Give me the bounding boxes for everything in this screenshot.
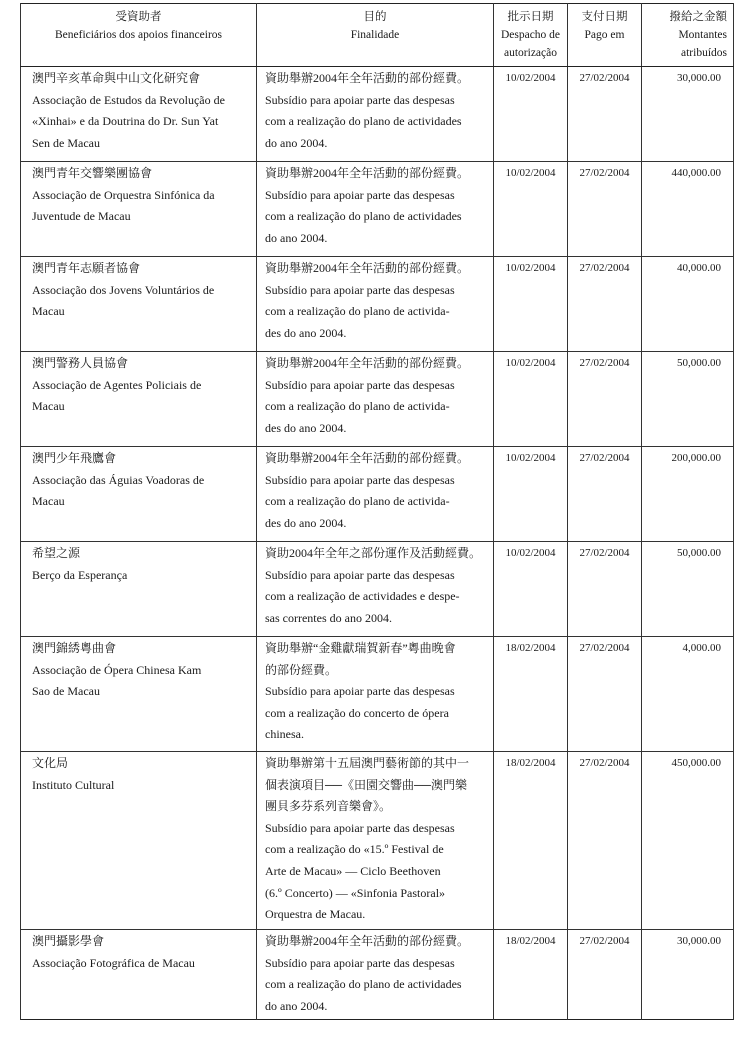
purpose-cell (257, 67, 494, 162)
authorization-date-cell: 18/02/2004 (494, 637, 568, 752)
payment-date-cell: 27/02/2004 (568, 162, 642, 257)
payment-date-cell: 27/02/2004 (568, 352, 642, 447)
beneficiary-line: 澳門青年志願者協會 (32, 261, 141, 275)
beneficiary-line: Macau (32, 399, 65, 414)
purpose-line: 資助2004年全年之部份運作及活動經費。 (265, 546, 482, 560)
header-authorization-date (494, 4, 568, 67)
purpose-line: Subsídio para apoiar parte das despesas (265, 377, 455, 392)
beneficiary-cell (21, 67, 257, 162)
beneficiary-line: Associação das Águias Voadoras de (32, 472, 205, 487)
purpose-cell (257, 930, 494, 1020)
purpose-line: Orquestra de Macau. (265, 907, 366, 922)
authorization-date-cell: 10/02/2004 (494, 67, 568, 162)
beneficiary-line: «Xinhai» e da Doutrina do Dr. Sun Yat (32, 114, 219, 129)
header-purpose (257, 4, 494, 67)
amount-cell: 4,000.00 (642, 637, 734, 752)
header-beneficiary-zh: 受資助者 (115, 11, 162, 23)
beneficiary-line: Sao de Macau (32, 684, 100, 699)
purpose-line: Subsídio para apoiar parte das despesas (265, 820, 455, 835)
beneficiary-line: Macau (32, 494, 65, 509)
table-row (21, 162, 734, 257)
header-authorization-pt-2: autorização (504, 47, 557, 59)
beneficiary-line: Associação Fotográfica de Macau (32, 955, 195, 970)
beneficiary-line: Instituto Cultural (32, 777, 115, 792)
authorization-date-cell: 10/02/2004 (494, 352, 568, 447)
purpose-cell (257, 637, 494, 752)
amount-cell: 50,000.00 (642, 352, 734, 447)
purpose-line: do ano 2004. (265, 230, 328, 245)
amount-cell: 30,000.00 (642, 930, 734, 1020)
beneficiary-line: 澳門錦綉粵曲會 (32, 641, 117, 655)
purpose-line: 資助舉辦“金雞獻瑞賀新春”粵曲晚會 (265, 641, 456, 655)
purpose-line: Subsídio para apoiar parte das despesas (265, 567, 455, 582)
header-row (21, 4, 734, 67)
beneficiary-line: Berço da Esperança (32, 567, 128, 582)
header-payment-zh: 支付日期 (581, 11, 628, 23)
payment-date-cell: 27/02/2004 (568, 542, 642, 637)
table-row (21, 930, 734, 1020)
purpose-line: com a realização de actividades e despe- (265, 589, 460, 604)
beneficiary-cell (21, 257, 257, 352)
header-purpose-pt: Finalidade (350, 29, 400, 41)
amount-cell: 50,000.00 (642, 542, 734, 637)
purpose-line: com a realização do plano de actividades (265, 114, 462, 129)
beneficiary-line: 文化局 (32, 756, 69, 770)
beneficiary-line: Juventude de Macau (32, 209, 131, 224)
purpose-cell (257, 352, 494, 447)
table-header (21, 4, 734, 67)
beneficiary-cell (21, 447, 257, 542)
authorization-date-cell: 10/02/2004 (494, 162, 568, 257)
payment-date-cell: 27/02/2004 (568, 257, 642, 352)
purpose-line: com a realização do plano de activida- (265, 494, 450, 509)
beneficiary-line: Associação de Agentes Policiais de (32, 377, 202, 392)
amount-cell: 200,000.00 (642, 447, 734, 542)
purpose-line: des do ano 2004. (265, 515, 347, 530)
header-beneficiary-pt: Beneficiários dos apoios financeiros (54, 29, 223, 41)
header-amount-zh: 撥給之金額 (669, 11, 727, 23)
authorization-date-cell: 10/02/2004 (494, 447, 568, 542)
beneficiary-cell (21, 352, 257, 447)
table-body (21, 67, 734, 1020)
purpose-line: 資助舉辦第十五屆澳門藝術節的其中一 (265, 756, 470, 770)
purpose-line: 資助舉辦2004年全年活動的部份經費。 (265, 356, 470, 370)
purpose-line: Subsídio para apoiar parte das despesas (265, 955, 455, 970)
beneficiary-line: Sen de Macau (32, 135, 100, 150)
purpose-line: 資助舉辦2004年全年活動的部份經費。 (265, 934, 470, 948)
purpose-line: des do ano 2004. (265, 420, 347, 435)
amount-cell: 40,000.00 (642, 257, 734, 352)
beneficiary-line: 澳門青年交響樂團協會 (32, 166, 153, 180)
beneficiary-cell (21, 162, 257, 257)
beneficiary-cell (21, 542, 257, 637)
header-authorization-zh: 批示日期 (507, 11, 554, 23)
purpose-line: Subsídio para apoiar parte das despesas (265, 282, 455, 297)
amount-cell: 30,000.00 (642, 67, 734, 162)
purpose-line: do ano 2004. (265, 998, 328, 1013)
beneficiary-line: 澳門攝影學會 (32, 934, 105, 948)
purpose-cell (257, 162, 494, 257)
purpose-line: des do ano 2004. (265, 325, 347, 340)
payment-date-cell: 27/02/2004 (568, 637, 642, 752)
header-amount-pt-2: atribuídos (681, 47, 727, 59)
beneficiary-line: Associação de Orquestra Sinfónica da (32, 187, 215, 202)
purpose-line: (6.º Concerto) — «Sinfonia Pastoral» (265, 885, 446, 900)
authorization-date-cell: 18/02/2004 (494, 930, 568, 1020)
authorization-date-cell: 18/02/2004 (494, 752, 568, 930)
beneficiary-cell (21, 930, 257, 1020)
purpose-line: sas correntes do ano 2004. (265, 610, 392, 625)
grants-table (20, 3, 734, 1020)
purpose-line: do ano 2004. (265, 135, 328, 150)
header-purpose-zh: 目的 (363, 11, 387, 23)
amount-cell: 440,000.00 (642, 162, 734, 257)
purpose-line: 資助舉辦2004年全年活動的部份經費。 (265, 166, 470, 180)
beneficiary-line: 希望之源 (32, 546, 81, 560)
purpose-line: 資助舉辦2004年全年活動的部份經費。 (265, 261, 470, 275)
table-row (21, 542, 734, 637)
table-row (21, 752, 734, 930)
purpose-cell (257, 447, 494, 542)
beneficiary-line: 澳門辛亥革命與中山文化研究會 (32, 71, 201, 85)
purpose-line: Subsídio para apoiar parte das despesas (265, 684, 455, 699)
purpose-line: com a realização do plano de activida- (265, 304, 450, 319)
purpose-line: chinesa. (265, 727, 304, 742)
table-row (21, 257, 734, 352)
beneficiary-line: Associação de Ópera Chinesa Kam (32, 662, 202, 677)
purpose-line: com a realização do concerto de ópera (265, 705, 449, 720)
table-row (21, 352, 734, 447)
purpose-line: 團貝多芬系列音樂會》。 (265, 799, 392, 814)
header-payment-pt: Pago em (584, 29, 625, 41)
purpose-line: com a realização do plano de actividades (265, 209, 462, 224)
purpose-line: 個表演項目──《田園交響曲──澳門樂 (265, 777, 468, 792)
purpose-cell (257, 752, 494, 930)
beneficiary-line: 澳門少年飛鷹會 (32, 451, 117, 465)
beneficiary-line: Associação de Estudos da Revolução de (32, 92, 225, 107)
purpose-line: 資助舉辦2004年全年活動的部份經費。 (265, 71, 470, 85)
payment-date-cell: 27/02/2004 (568, 447, 642, 542)
header-beneficiary (21, 4, 257, 67)
purpose-line: Subsídio para apoiar parte das despesas (265, 92, 455, 107)
payment-date-cell: 27/02/2004 (568, 67, 642, 162)
table-row (21, 67, 734, 162)
purpose-line: 資助舉辦2004年全年活動的部份經費。 (265, 451, 470, 465)
purpose-line: Subsídio para apoiar parte das despesas (265, 187, 455, 202)
beneficiary-line: Associação dos Jovens Voluntários de (32, 282, 215, 297)
beneficiary-cell (21, 752, 257, 930)
beneficiary-line: Macau (32, 304, 65, 319)
payment-date-cell: 27/02/2004 (568, 752, 642, 930)
header-authorization-pt-1: Despacho de (500, 29, 561, 41)
beneficiary-cell (21, 637, 257, 752)
beneficiary-line: 澳門警務人員協會 (32, 356, 129, 370)
purpose-line: com a realização do «15.º Festival de (265, 842, 444, 857)
purpose-cell (257, 542, 494, 637)
authorization-date-cell: 10/02/2004 (494, 257, 568, 352)
purpose-line: Subsídio para apoiar parte das despesas (265, 472, 455, 487)
purpose-line: Arte de Macau» — Ciclo Beethoven (265, 863, 441, 878)
purpose-cell (257, 257, 494, 352)
authorization-date-cell: 10/02/2004 (494, 542, 568, 637)
payment-date-cell: 27/02/2004 (568, 930, 642, 1020)
header-amount-pt-1: Montantes (678, 29, 727, 41)
table-row (21, 447, 734, 542)
purpose-line: com a realização do plano de activida- (265, 399, 450, 414)
purpose-line: 的部份經費。 (265, 662, 338, 677)
header-payment-date (568, 4, 642, 67)
amount-cell: 450,000.00 (642, 752, 734, 930)
header-amount (642, 4, 734, 67)
purpose-line: com a realização do plano de actividades (265, 977, 462, 992)
table-row (21, 637, 734, 752)
